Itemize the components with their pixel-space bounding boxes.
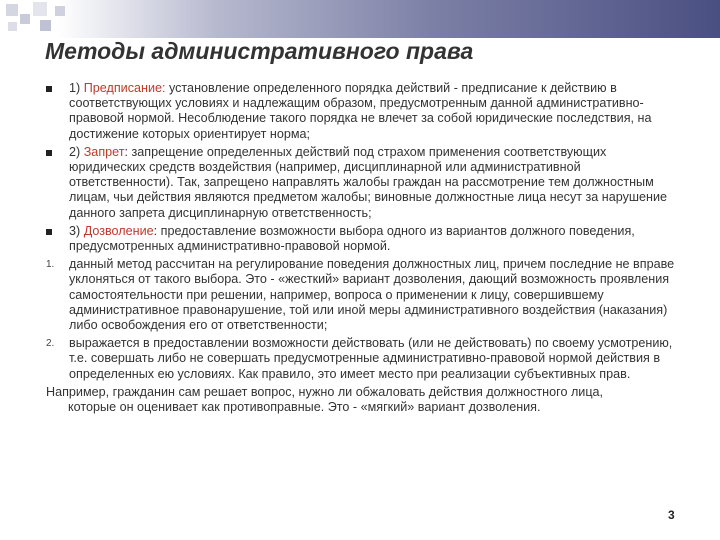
decor-square <box>6 4 18 16</box>
list-item: 3) Дозволение: предоставление возможности выбора одного из вариантов должного поведения, предусмотренных административно-правовой нормой. <box>46 224 686 254</box>
numbered-item: 2. выражается в предоставлении возможности действовать (или не действовать) по своему усмотрению, т.е. совершать либо не совершать предусмотренные административно-правовой нормой действия в определенных ею условиях. Как правило, это имеет место при реализации субъективных прав. <box>46 336 673 381</box>
decor-square <box>33 2 47 16</box>
square-bullet-icon <box>46 229 52 235</box>
item-number: 1. <box>46 259 55 271</box>
slide-content <box>46 81 686 415</box>
term-label: Дозволение <box>83 223 154 238</box>
decor-square <box>40 20 51 31</box>
decor-square <box>55 6 65 16</box>
square-bullet-icon <box>46 150 52 156</box>
list-item: 2) Запрет: запрещение определенных действий под страхом применения соответствующих юридических средств воздействия (например, дисциплинарной или административной ответственности). Так, запрещено направлять жалобы граждан на рассмотрение тем должностным лицам, чьи действия являются предметом жалобы; виновные должностные лица несут за нарушение данного запрета дисциплинарную ответственность; <box>46 145 686 221</box>
header-banner <box>0 0 720 38</box>
page-number: 3 <box>668 508 675 522</box>
term-label: Запрет <box>83 144 125 159</box>
item-number: 2. <box>46 338 55 350</box>
slide-title: Методы административного права <box>45 38 474 64</box>
list-item: 1) Предписание: установление определенного порядка действий - предписание к действию в соответствующих условиях и надлежащим образом, предусмотренным данной административно-правовой нормой. Несоблюдение такого порядка не влечет за собой юридические последствия, на достижение которых ориентирует норма; <box>46 81 686 142</box>
closing-paragraph: Например, гражданин сам решает вопрос, нужно ли обжаловать действия должностного лица, которые он оценивает как противоправные. Это - «мягкий» вариант дозволения. <box>46 384 604 415</box>
decor-square <box>8 22 17 31</box>
square-bullet-icon <box>46 86 52 92</box>
term-label: Предписание: <box>83 81 166 95</box>
decor-square <box>20 14 30 24</box>
numbered-item: 1. данный метод рассчитан на регулирование поведения должностных лиц, причем последние не вправе уклоняться от такого выбора. Это - «жесткий» вариант дозволения, дающий возможность проявления самостоятельности при решении, например, вопроса о применении к лицу, совершившему административное правонарушение, той или иной меры административного воздействия (наказания) либо освобождения его от ответственности; <box>46 257 675 333</box>
